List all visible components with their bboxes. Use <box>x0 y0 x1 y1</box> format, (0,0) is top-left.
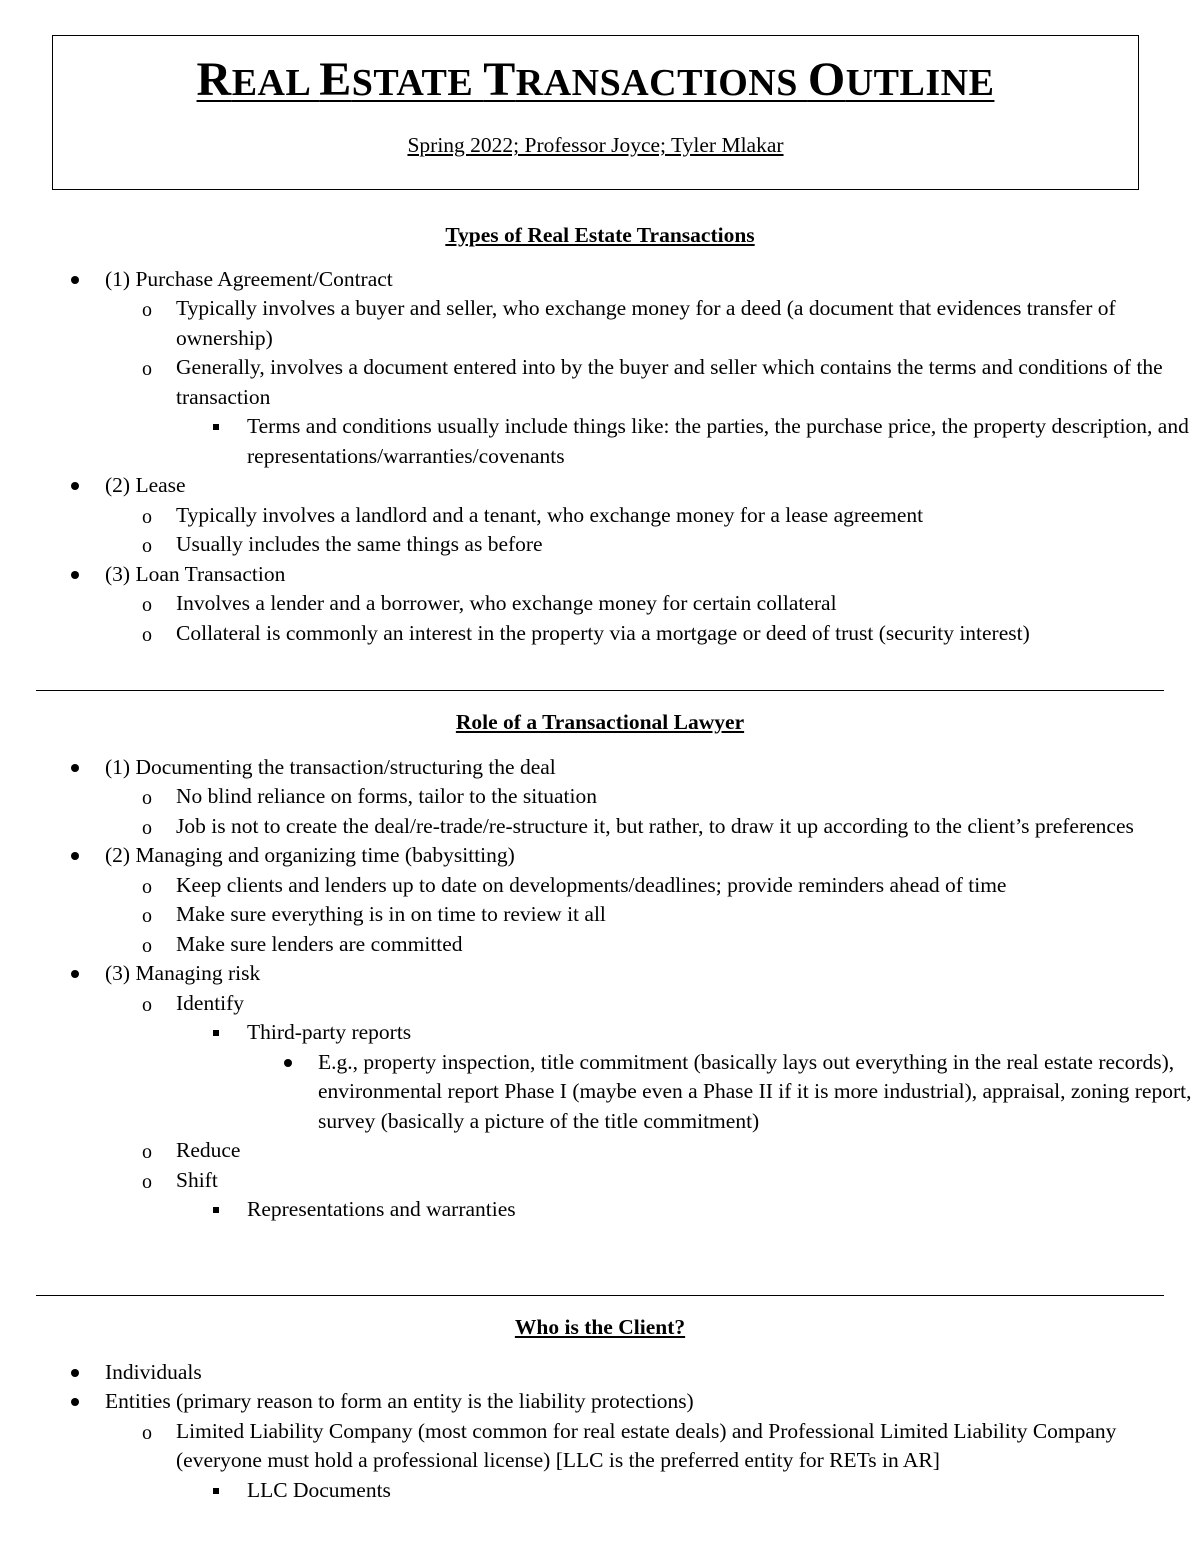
circle-bullet-icon: o <box>142 358 152 380</box>
circle-bullet-icon: o <box>142 1141 152 1163</box>
circle-bullet-icon: o <box>142 934 152 957</box>
circle-bullet-icon: o <box>142 787 152 809</box>
list-item: Entities (primary reason to form an entity is the liability protections) o Limited Liability Company (most common for real estate deals) and Professional Limited Liability Company (everyone must hold a professional license) [LLC is the preferred entity for RETs in AR] LLC Documents <box>0 1387 1200 1505</box>
list-item: o Make sure lenders are committed <box>142 931 463 957</box>
circle-bullet-icon: o <box>142 623 152 646</box>
title-box <box>52 35 1139 190</box>
section-divider <box>36 690 1164 691</box>
list-item: (3) Loan Transaction o Involves a lender and a borrower, who exchange money for certain collateral o Collateral is commonly an interest in the property via a mortgage or deed of trust (security interest) <box>0 560 1200 649</box>
list-item: o Shift Representations and warranties <box>0 1166 1200 1225</box>
list-item: (2) Managing and organizing time (babysitting) o Keep clients and lenders up to date on developments/deadlines; provide reminders ahead of time o Make sure everything is in on time to review it all o Make sure lenders are committed <box>0 841 1200 959</box>
circle-bullet-icon: o <box>142 594 152 616</box>
circle-bullet-icon: o <box>142 905 152 927</box>
list-item: o Make sure everything is in on time to review it all <box>142 902 606 927</box>
bullet-icon <box>71 1369 79 1377</box>
title-part: ESTATE <box>319 53 484 106</box>
list-item: o Generally, involves a document entered into by the buyer and seller which contains the terms and conditions of the transaction Terms and conditions usually include things like: the parties, the purchase price, the property description, and representations/warranties/covenants <box>0 353 1200 471</box>
section-heading: Types of Real Estate Transactions <box>445 223 755 247</box>
title-part: OUTLINE <box>807 53 995 106</box>
circle-bullet-icon: o <box>142 505 152 528</box>
list-item: (1) Documenting the transaction/structuring the deal o No blind reliance on forms, tailor to the situation o Job is not to create the deal/re-trade/re-structure it, but rather, to draw it up according to the client’s preferences <box>0 753 1200 842</box>
section-divider <box>36 1295 1164 1296</box>
circle-bullet-icon: o <box>142 299 152 321</box>
list-item: LLC Documents <box>0 1476 1200 1506</box>
list-item: o Collateral is commonly an interest in the property via a mortgage or deed of trust (security interest) <box>142 620 1030 646</box>
document-title <box>53 50 1138 113</box>
square-bullet-icon <box>213 424 219 430</box>
list-item: E.g., property inspection, title commitment (basically lays out everything in the real estate records), environmental report Phase I (maybe even a Phase II if it is more industrial), appraisal, zoning report, survey (basically a picture of the title commitment) <box>0 1048 1200 1137</box>
section-types <box>0 221 1200 648</box>
bullet-icon <box>71 852 79 860</box>
bullet-icon <box>71 571 79 579</box>
square-bullet-icon <box>213 1030 219 1036</box>
list-item: (1) Purchase Agreement/Contract o Typically involves a buyer and seller, who exchange money for a deed (a document that evidences transfer of ownership) o Generally, involves a document entered into by the buyer and seller which contains the terms and conditions of the transaction Terms and conditions usually include things like: the parties, the purchase price, the property description, and representations/warranties/covenants <box>0 265 1200 472</box>
circle-bullet-icon: o <box>142 875 152 898</box>
square-bullet-icon <box>213 1488 219 1494</box>
list-item: o Typically involves a landlord and a tenant, who exchange money for a lease agreement <box>142 502 924 528</box>
section-heading: Who is the Client? <box>514 1315 686 1339</box>
circle-bullet-icon: o <box>142 993 152 1016</box>
list-item: o Typically involves a buyer and seller, who exchange money for a deed (a document that evidences transfer of ownership) <box>142 296 1116 350</box>
list-item: o Limited Liability Company (most common for real estate deals) and Professional Limited Liability Company (everyone must hold a professional license) [LLC is the preferred entity for RETs in AR] LLC Documents <box>0 1417 1200 1506</box>
circle-bullet-icon: o <box>142 1421 152 1444</box>
bullet-icon <box>71 276 79 284</box>
section-heading: Role of a Transactional Lawyer <box>455 710 745 734</box>
bullet-icon <box>71 970 79 978</box>
list-item: o Job is not to create the deal/re-trade/re-structure it, but rather, to draw it up according to the client’s preferences <box>142 813 1134 839</box>
list-item: (3) Managing risk o Identify Third-party reports E.g., property inspection, title commitment (basically lays out everything in the real estate records), environmental report Phase I (maybe even a Phase II if it is more industrial), appraisal, zoning report, survey (basically a picture of the title commitment) o Reduce o Shift Representations and warranties <box>0 959 1200 1225</box>
list-item: o Usually includes the same things as before <box>142 532 543 557</box>
document-subtitle: Spring 2022; Professor Joyce; Tyler Mlakar <box>407 133 784 157</box>
circle-bullet-icon: o <box>142 1170 152 1193</box>
square-bullet-icon <box>213 1207 219 1213</box>
list-item: Terms and conditions usually include things like: the parties, the purchase price, the property description, and representations/warranties/covenants <box>0 412 1200 471</box>
circle-bullet-icon: o <box>142 535 152 557</box>
title-part: REAL <box>196 53 320 106</box>
list-item: o Involves a lender and a borrower, who exchange money for certain collateral <box>142 591 837 616</box>
section-client <box>0 1313 1200 1505</box>
circle-bullet-icon: o <box>142 816 152 839</box>
list-item: o Reduce <box>142 1138 241 1163</box>
list-item: o Keep clients and lenders up to date on developments/deadlines; provide reminders ahead of time <box>142 872 1007 898</box>
bullet-icon <box>71 1398 79 1406</box>
list-item: o Identify Third-party reports E.g., property inspection, title commitment (basically lays out everything in the real estate records), environmental report Phase I (maybe even a Phase II if it is more industrial), appraisal, zoning report, survey (basically a picture of the title commitment) <box>0 989 1200 1137</box>
list-item: Third-party reports E.g., property inspection, title commitment (basically lays out everything in the real estate records), environmental report Phase I (maybe even a Phase II if it is more industrial), appraisal, zoning report, survey (basically a picture of the title commitment) <box>0 1018 1200 1136</box>
list-item: Representations and warranties <box>0 1195 1200 1225</box>
bullet-icon <box>284 1059 292 1067</box>
list-item: (2) Lease o Typically involves a landlord and a tenant, who exchange money for a lease agreement o Usually includes the same things as before <box>0 471 1200 560</box>
list-item: o No blind reliance on forms, tailor to the situation <box>142 784 597 809</box>
bullet-icon <box>71 764 79 772</box>
title-part: TRANSACTIONS <box>483 53 808 106</box>
section-role <box>0 708 1200 1225</box>
bullet-icon <box>71 482 79 490</box>
list-item: Individuals <box>0 1358 1200 1388</box>
